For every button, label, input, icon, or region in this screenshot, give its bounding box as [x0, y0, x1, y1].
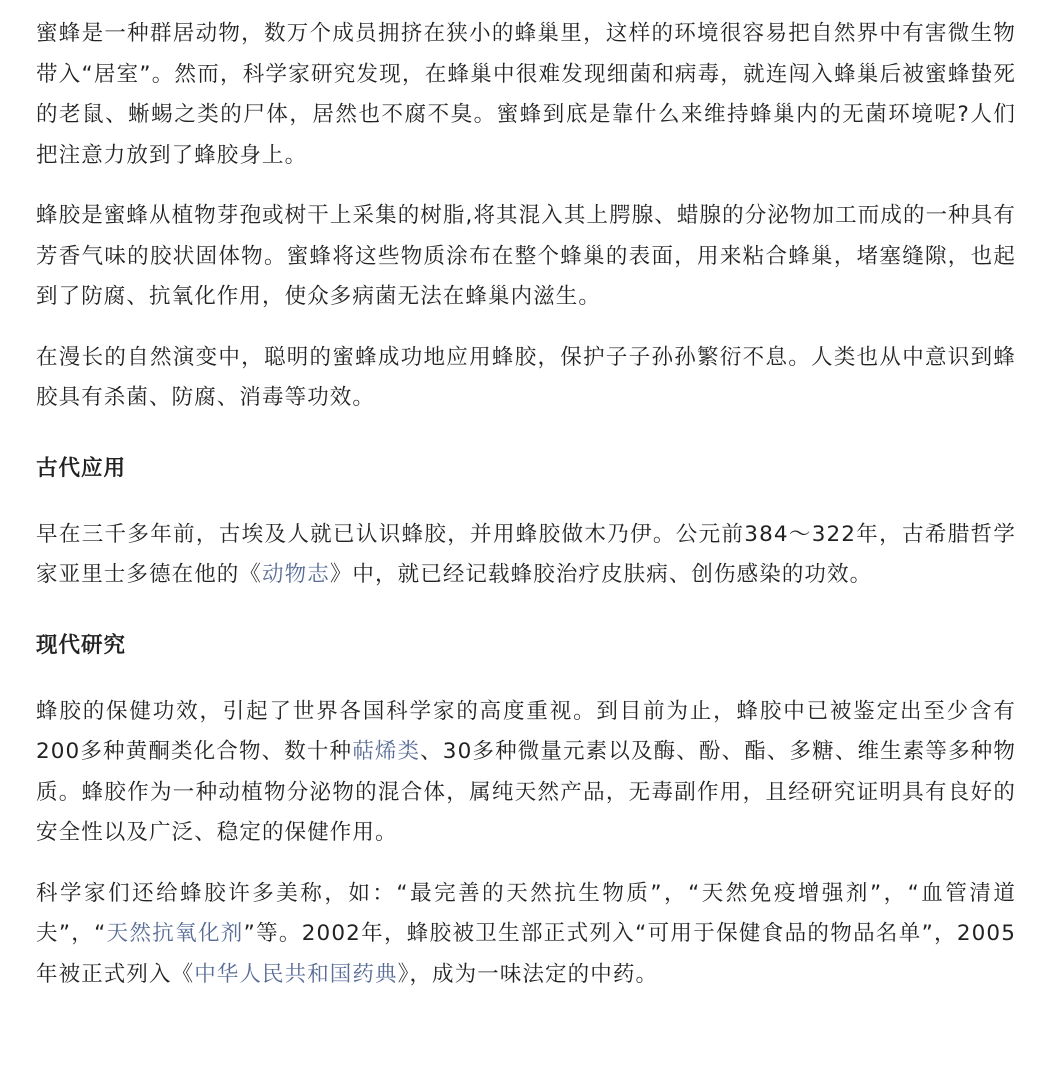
article-body — [36, 0, 1016, 995]
text-segment: 、30多种微量元素以及酶、酚、酯、多糖、维生素等多种物质。蜂胶作为一种动植物分泌物的混合体，属纯天然产品，无毒副作用，且经研究证明具有良好的安全性以及广泛、稳定的保健作用。 — [36, 739, 1016, 845]
link-natural-antioxidant[interactable]: 天然抗氧化剂 — [106, 921, 244, 946]
section-heading-modern: 现代研究 — [36, 632, 127, 658]
paragraph-honors — [36, 874, 1016, 996]
section-heading-ancient: 古代应用 — [36, 455, 127, 481]
paragraph-modern-research — [36, 692, 1016, 854]
text-segment: 》中，就已经记载蜂胶治疗皮肤病、创伤感染的功效。 — [329, 562, 873, 587]
link-terpenes[interactable]: 萜烯类 — [352, 739, 421, 764]
paragraph-propolis-definition: 蜂胶是蜜蜂从植物芽孢或树干上采集的树脂,将其混入其上腭腺、蜡腺的分泌物加工而成的一种具有芳香气味的胶状固体物。蜜蜂将这些物质涂布在整个蜂巢的表面，用来粘合蜂巢，堵塞缝隙，也起到了防腐、抗氧化作用，使众多病菌无法在蜂巢内滋生。 — [36, 203, 1016, 309]
text-segment: 蜂胶的保健功效，引起了世界各国科学家的高度重视。到目前为止，蜂胶中已被鉴定出至少含有200多种黄酮类化合物、数十种 — [36, 698, 1016, 764]
text-segment: 早在三千多年前，古埃及人就已认识蜂胶，并用蜂胶做木乃伊。公元前384～322年，古希腊哲学家亚里士多德在他的《 — [36, 521, 1016, 587]
paragraph-human-awareness: 在漫长的自然演变中，聪明的蜜蜂成功地应用蜂胶，保护子子孙孙繁衍不息。人类也从中意识到蜂胶具有杀菌、防腐、消毒等功效。 — [36, 344, 1016, 410]
text-segment: 》，成为一味法定的中药。 — [397, 961, 659, 987]
paragraph-intro: 蜜蜂是一种群居动物，数万个成员拥挤在狭小的蜂巢里，这样的环境很容易把自然界中有害微生物带入“居室”。然而，科学家研究发现，在蜂巢中很难发现细菌和病毒，就连闯入蜂巢后被蜜蜂蛰死的老鼠、蜥蜴之类的尸体，居然也不腐不臭。蜜蜂到底是靠什么来维持蜂巢内的无菌环境呢?人们把注意力放到了蜂胶身上。 — [36, 21, 1016, 168]
paragraph-ancient-use — [36, 515, 1016, 596]
text-segment: 科学家们还给蜂胶许多美称，如：“最完善的天然抗生物质”，“天然免疫增强剂”，“血管清道夫”，“ — [36, 880, 1016, 946]
text-segment: ”等。2002年，蜂胶被卫生部正式列入“可用于保健食品的物品名单”，2005年被正式列入《 — [36, 921, 1016, 987]
link-pharmacopoeia[interactable]: 中华人民共和国药典 — [194, 961, 398, 987]
link-animal-history[interactable]: 动物志 — [262, 562, 330, 587]
